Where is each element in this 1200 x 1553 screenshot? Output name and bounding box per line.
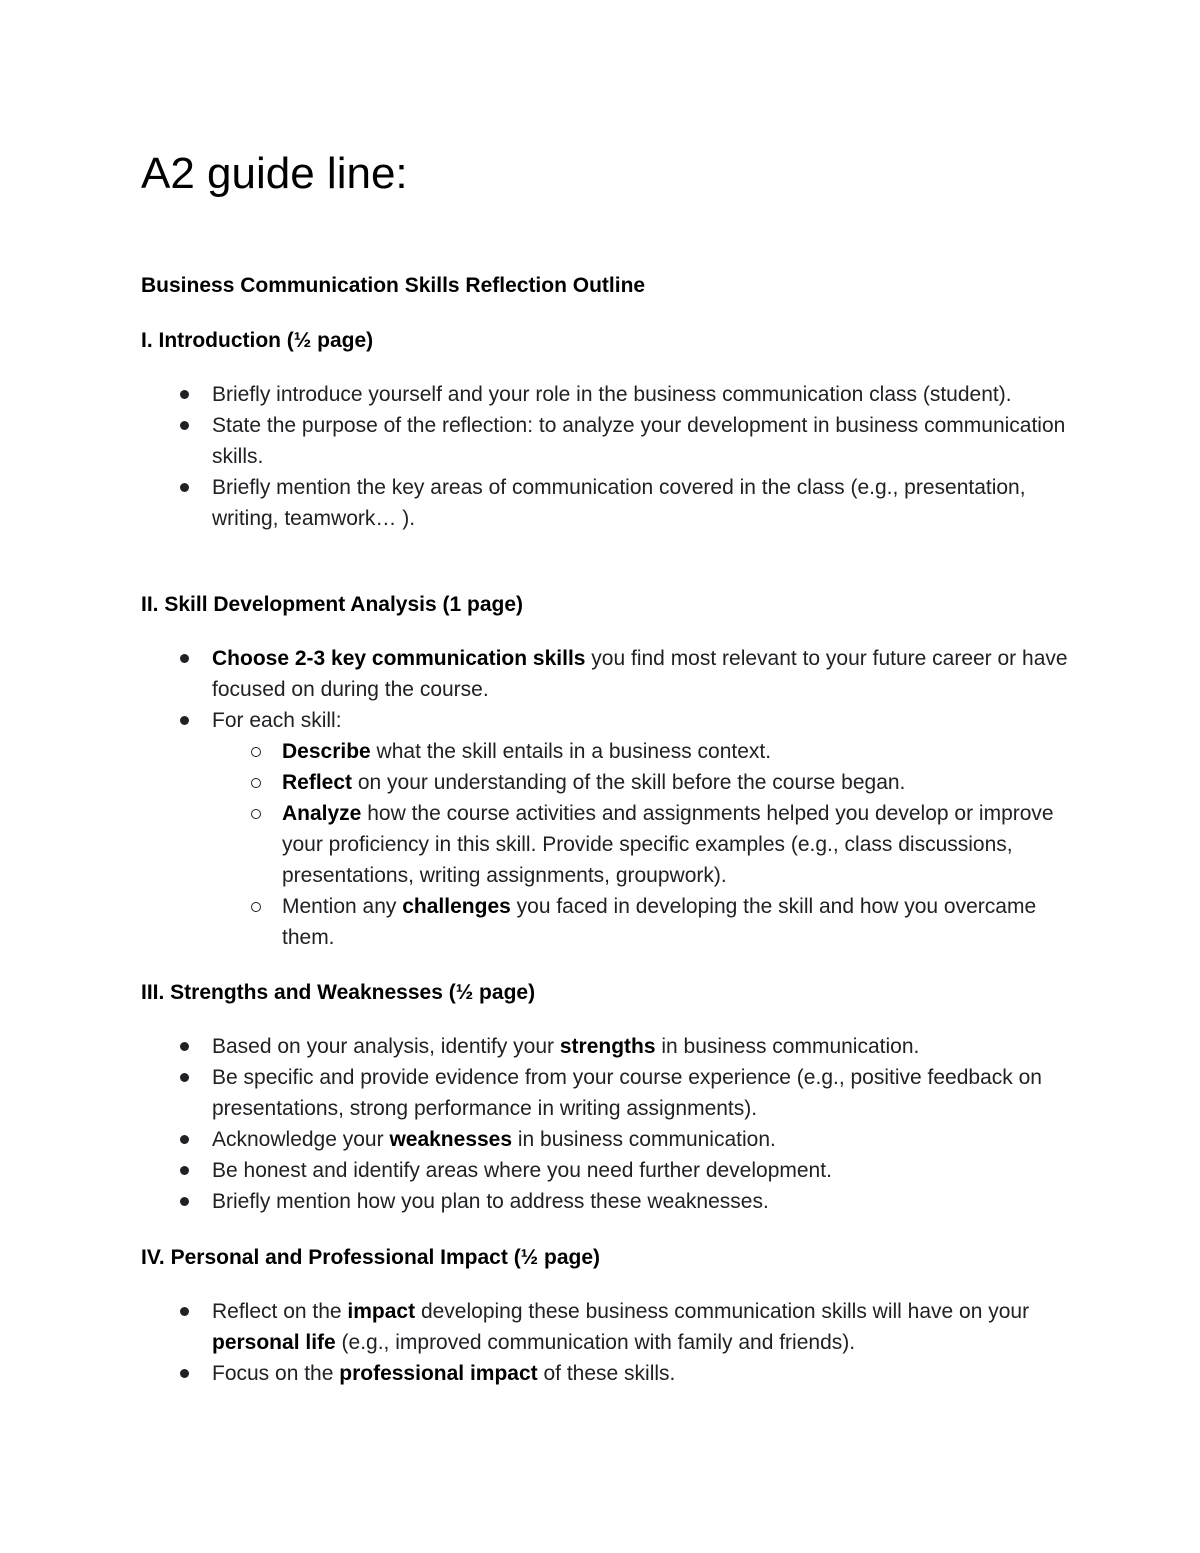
list-item-text: Be honest and identify areas where you need further development.: [212, 1159, 832, 1182]
list-item: [141, 643, 1091, 705]
list-item: [141, 1296, 1091, 1358]
bold-phrase: professional impact: [339, 1362, 538, 1385]
bold-phrase: Choose 2-3 key communication skills: [212, 647, 586, 670]
bold-phrase: challenges: [402, 895, 511, 918]
bullet-list: [141, 1031, 1091, 1217]
sub-list-item-text: on your understanding of the skill before the course began.: [352, 771, 906, 794]
bold-phrase: strengths: [559, 1035, 656, 1058]
bullet-icon: [180, 1369, 189, 1378]
section-personal-professional-impact: [141, 1244, 1091, 1389]
list-item: [141, 1031, 1091, 1062]
hollow-bullet-icon: [251, 778, 261, 788]
bold-phrase: Reflect: [282, 771, 353, 794]
document-title: A2 guide line:: [141, 149, 408, 198]
section-heading: I. Introduction (½ page): [141, 329, 374, 352]
list-item-text: (e.g., improved communication with family and friends).: [335, 1331, 856, 1354]
bold-phrase: impact: [347, 1300, 416, 1323]
bullet-icon: [180, 1166, 189, 1175]
list-item-text: Reflect on the: [212, 1300, 348, 1323]
sub-list-item: [141, 767, 1091, 798]
bullet-icon: [180, 1197, 189, 1206]
list-item-text: Based on your analysis, identify your: [212, 1035, 560, 1058]
bold-phrase: personal life: [212, 1331, 336, 1354]
list-item: [141, 1186, 1091, 1217]
list-item-text: you find most relevant to your future career or have focused on during the course.: [212, 647, 1068, 701]
section-heading: IV. Personal and Professional Impact (½ page): [141, 1246, 601, 1269]
sub-list-item: [141, 798, 1091, 891]
list-item-text: Focus on the: [212, 1362, 340, 1385]
list-item-text: Briefly mention how you plan to address these weaknesses.: [212, 1190, 769, 1213]
document-subtitle: Business Communication Skills Reflection Outline: [141, 274, 646, 297]
list-item: [141, 379, 1091, 410]
list-item-text: For each skill:: [212, 709, 342, 732]
section-heading: II. Skill Development Analysis (1 page): [141, 593, 524, 616]
bullet-icon: [180, 1135, 189, 1144]
hollow-bullet-icon: [251, 809, 261, 819]
bold-phrase: weaknesses: [389, 1128, 513, 1151]
section-introduction: [141, 327, 1091, 534]
bullet-list: [141, 643, 1091, 953]
list-item: [141, 1155, 1091, 1186]
bullet-icon: [180, 716, 189, 725]
sub-list-item-text: you faced in developing the skill and how you overcame them.: [282, 895, 1037, 949]
bold-phrase: Describe: [282, 740, 371, 763]
bullet-list: [141, 379, 1091, 534]
bullet-icon: [180, 1307, 189, 1316]
list-item-text: Briefly introduce yourself and your role in the business communication class (student).: [212, 383, 1012, 406]
sub-list-item-text: how the course activities and assignments helped you develop or improve your proficiency in this skill. Provide specific examples (e.g., class discussions, presentations, writing assignments, groupwork).: [282, 802, 1054, 887]
list-item-text: State the purpose of the reflection: to analyze your development in business communication skills.: [212, 414, 1066, 468]
list-item-text: in business communication.: [512, 1128, 776, 1151]
bullet-icon: [180, 483, 189, 492]
sub-list-item-text: what the skill entails in a business context.: [370, 740, 772, 763]
sub-list-item: [141, 891, 1091, 953]
list-item-text: Briefly mention the key areas of communication covered in the class (e.g., presentation, writing, teamwork… ).: [212, 476, 1026, 530]
list-item-text: developing these business communication skills will have on your: [415, 1300, 1030, 1323]
list-item: [141, 1062, 1091, 1124]
sub-bullet-list: [141, 736, 1091, 953]
section-heading: III. Strengths and Weaknesses (½ page): [141, 981, 536, 1004]
bullet-icon: [180, 1073, 189, 1082]
sub-list-item: [141, 736, 1091, 767]
section-strengths-weaknesses: [141, 979, 1091, 1217]
list-item-text: Acknowledge your: [212, 1128, 390, 1151]
list-item-text: Be specific and provide evidence from your course experience (e.g., positive feedback on presentations, strong performance in writing assignments).: [212, 1066, 1042, 1120]
list-item: [141, 410, 1091, 472]
list-item: [141, 705, 1091, 953]
sub-list-item-text: Mention any: [282, 895, 403, 918]
list-item: [141, 472, 1091, 534]
hollow-bullet-icon: [251, 747, 261, 757]
bullet-list: [141, 1296, 1091, 1389]
bullet-icon: [180, 1042, 189, 1051]
list-item-text: of these skills.: [537, 1362, 676, 1385]
bullet-icon: [180, 421, 189, 430]
list-item-text: in business communication.: [655, 1035, 920, 1058]
list-item: [141, 1358, 1091, 1389]
bullet-icon: [180, 654, 189, 663]
bold-phrase: Analyze: [282, 802, 362, 825]
list-item: [141, 1124, 1091, 1155]
hollow-bullet-icon: [251, 902, 261, 912]
bullet-icon: [180, 390, 189, 399]
section-skill-development: [141, 591, 1091, 953]
